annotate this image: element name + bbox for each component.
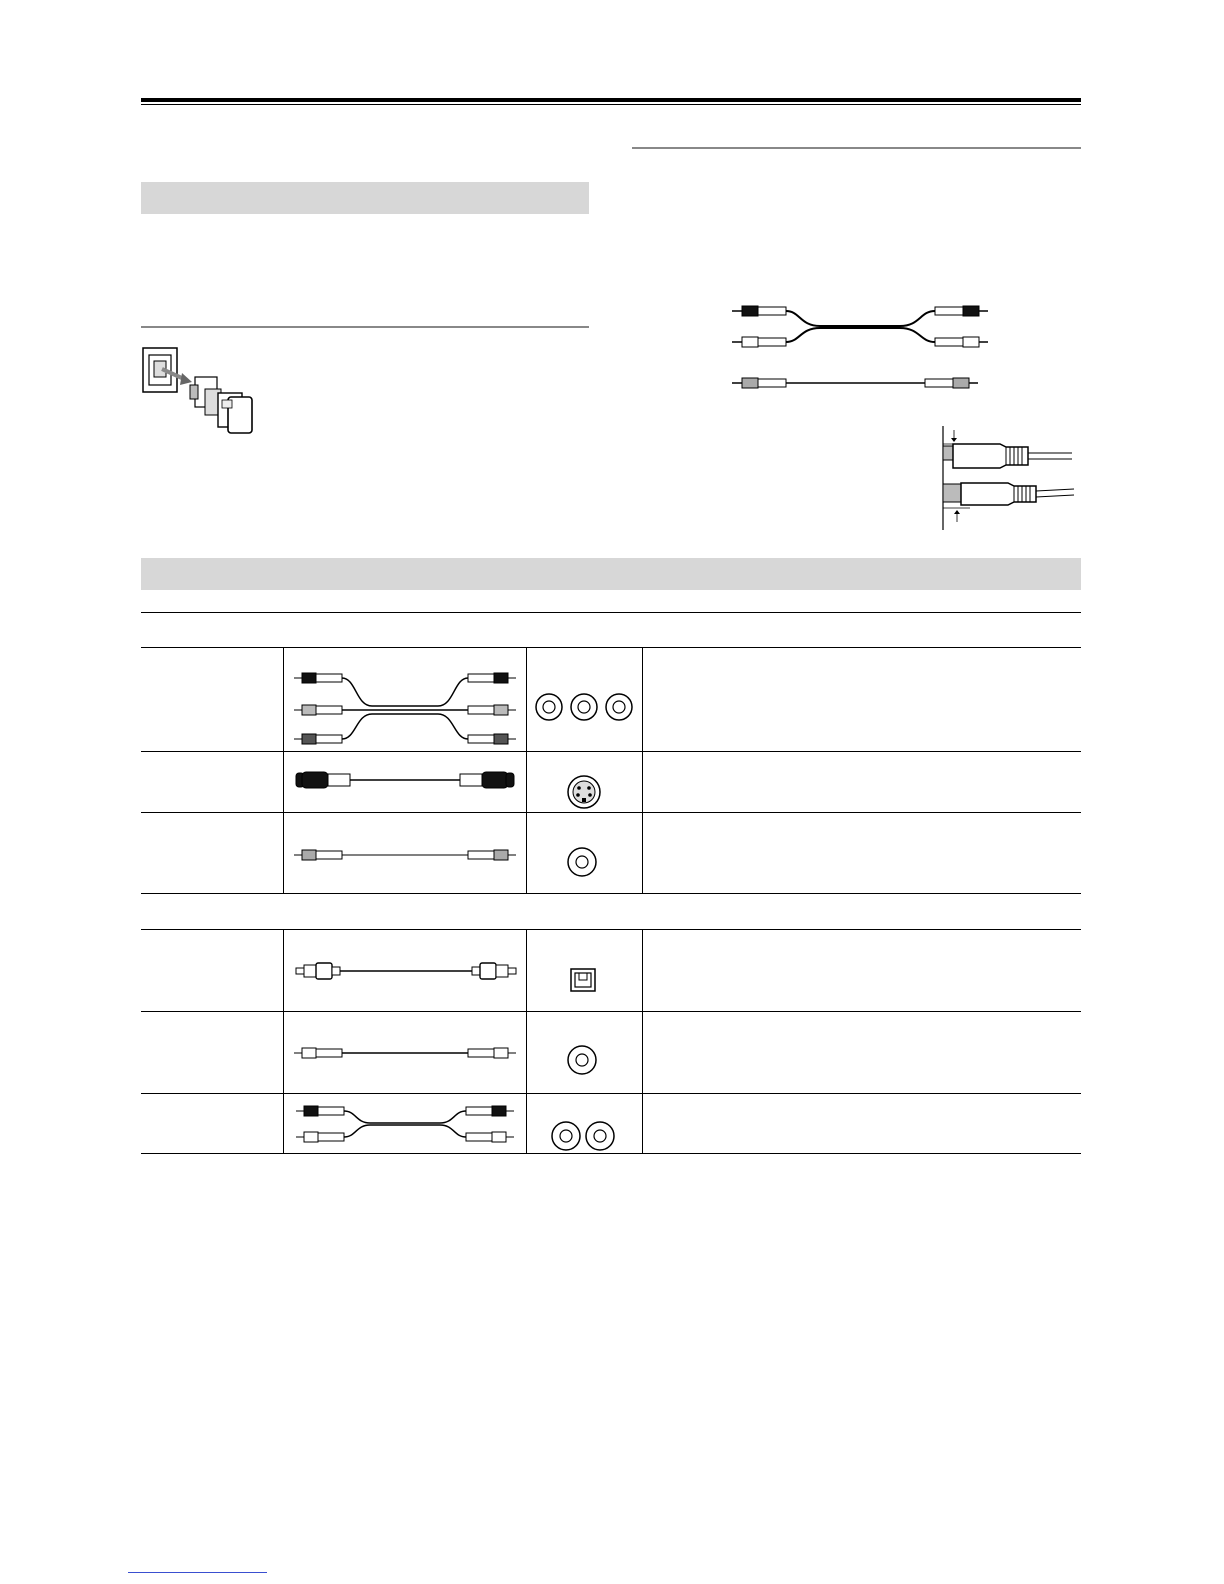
table-col-divider [526, 929, 527, 1153]
table-rule [141, 751, 1081, 752]
table-rule [141, 1153, 1081, 1154]
table-col-divider [642, 929, 643, 1153]
table-col-divider [283, 929, 284, 1153]
table-rule [141, 1093, 1081, 1094]
table-rule [141, 612, 1081, 613]
coaxial-jack-icon [566, 1044, 598, 1076]
av-cable-icon [730, 300, 990, 395]
subheading-rule-right [632, 147, 1081, 149]
section-heading-bar-wide [141, 558, 1081, 590]
table-rule [141, 647, 1081, 648]
header-rule-thin [141, 104, 1081, 105]
composite-video-cable-icon [292, 848, 518, 862]
plug-insertion-icon [940, 426, 1080, 530]
analog-audio-cable-icon [294, 1104, 516, 1144]
optical-jack-icon [570, 968, 596, 992]
table-rule [141, 1011, 1081, 1012]
analog-jacks-icon [550, 1120, 616, 1152]
optical-cable-icon [294, 962, 518, 980]
optical-cap-removal-icon [140, 345, 260, 440]
s-video-jack-icon [566, 774, 602, 810]
component-video-cable-icon [292, 668, 518, 744]
footer-link-underline[interactable] [128, 1572, 267, 1573]
table-col-divider [526, 647, 527, 893]
table-col-divider [642, 647, 643, 893]
component-jacks-icon [534, 692, 634, 724]
section-heading-bar [141, 182, 589, 214]
header-rule-thick [141, 98, 1081, 102]
composite-jack-icon [566, 846, 598, 878]
subheading-rule-left [141, 326, 589, 328]
table-rule [141, 929, 1081, 930]
coaxial-cable-icon [292, 1046, 518, 1060]
s-video-cable-icon [294, 770, 518, 790]
table-col-divider [283, 647, 284, 893]
table-rule [141, 812, 1081, 813]
table-rule [141, 893, 1081, 894]
